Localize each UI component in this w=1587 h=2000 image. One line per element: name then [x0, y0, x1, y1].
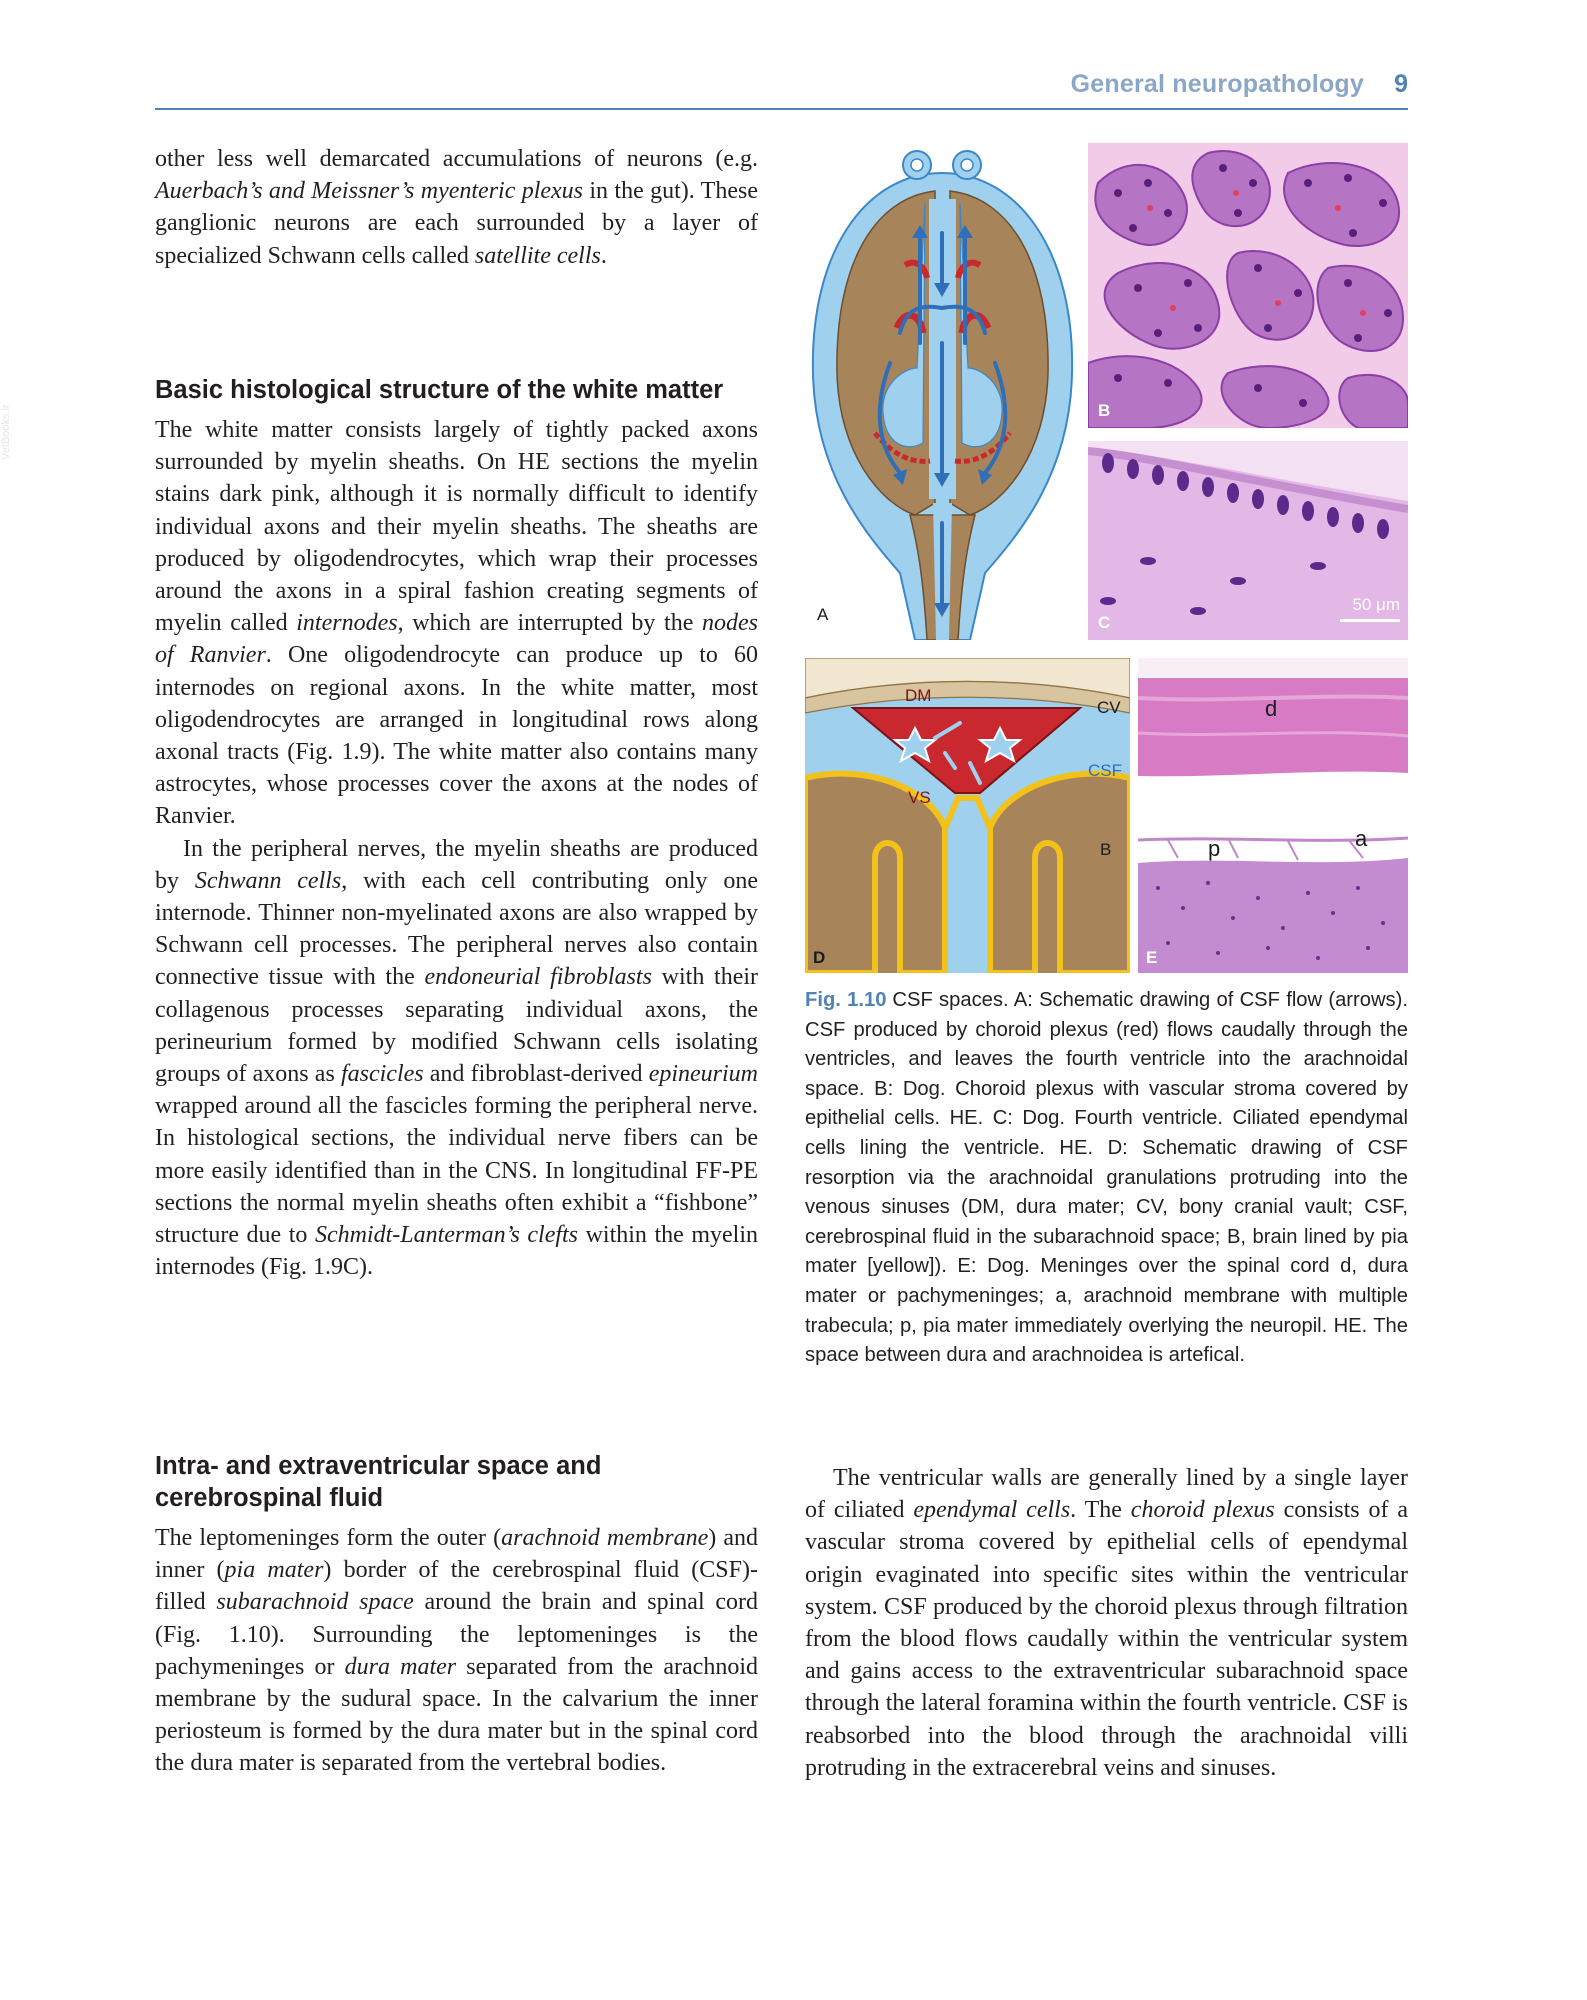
- running-title: General neuropathology: [1070, 70, 1364, 98]
- panel-e-spinal-meninges-histology: [1138, 658, 1408, 973]
- paragraph: other less well demarcated accumulations of neurons (e.g. Auerbach’s and Meissner’s myenteric plexus in the gut). These ganglionic neurons are each surrounded by a layer of specialized Schwann cells called satellite cells.: [155, 146, 758, 269]
- figure-1-10: [805, 143, 1408, 973]
- scale-bar: [1340, 619, 1400, 622]
- panel-label-e: E: [1146, 948, 1158, 967]
- label-csf: CSF: [1088, 761, 1122, 780]
- paragraph: The ventricular walls are generally lined by a single layer of ciliated ependymal cells. The choroid plexus consists of a vascular stroma covered by epithelial cells of ependymal origin evaginated into specific sites within the ventricular system. CSF produced by the choroid plexus through filtration from the blood flows caudally within the ventricular system and gains access to the extraventricular subarachnoid space through the lateral foramina within the fourth ventricle. CSF is reabsorbed into the blood through the arachnoidal villi protruding in the extracerebral veins and sinuses.: [805, 1465, 1409, 1781]
- label-dura: d: [1265, 696, 1278, 721]
- page-number: 9: [1394, 70, 1408, 98]
- section-white-matter: [155, 374, 758, 1283]
- running-header: [155, 68, 1408, 110]
- paragraph: The leptomeninges form the outer (arachnoid membrane) and inner (pia mater) border of the cerebrospinal fluid (CSF)-filled subarachnoid space around the brain and spinal cord (Fig. 1.10). Surrounding the leptomeninges is the pachymeninges or dura mater separated from the arachnoid membrane by the sudural space. In the calvarium the inner periosteum is formed by the dura mater but in the spinal cord the dura mater is separated from the vertebral bodies.: [155, 1525, 758, 1777]
- panel-d-csf-resorption-schematic: [805, 658, 1130, 973]
- section-heading: Basic histological structure of the white matter: [155, 376, 724, 404]
- right-column-text: [805, 1462, 1408, 1784]
- panel-label-b: B: [1098, 401, 1111, 420]
- paragraph: In the peripheral nerves, the myelin sheaths are produced by Schwann cells, with each cell contributing only one internode. Thinner non-myelinated axons are also wrapped by Schwann cell processes. The peripheral nerves also contain connective tissue with the endoneurial fibroblasts with their collagenous processes separating individual axons, the perineurium formed by modified Schwann cells isolating groups of axons as fascicles and fibroblast-derived epineurium wrapped around all the fascicles forming the peripheral nerve. In histological sections, the individual nerve fibers can be more easily identified than in the CNS. In longitudinal FF-PE sections the normal myelin sheaths often exhibit a “fishbone” structure due to Schmidt-Lanterman’s clefts within the myelin internodes (Fig. 1.9C).: [155, 835, 759, 1281]
- caption-text: CSF spaces. A: Schematic drawing of CSF flow (arrows). CSF produced by choroid plexus (red) flows caudally through the ventricles, and leaves the fourth ventricle into the arachnoidal space. B: Dog. Choroid plexus with vascular stroma covered by epithelial cells. HE. C: Dog. Fourth ventricle. Ciliated ependymal cells lining the ventricle. HE. D: Schematic drawing of CSF resorption via the arachnoidal granulations protruding into the venous sinuses (DM, dura mater; CV, bony cranial vault; CSF, cerebrospinal fluid in the subarachnoid space; B, brain lined by pia mater [yellow]). E: Dog. Meninges over the spinal cord d, dura mater or pachymeninges; a, arachnoid membrane with multiple trabecula; p, pia mater immediately overlying the neuropil. HE. The space between dura and arachnoidea is artefical.: [805, 989, 1408, 1367]
- header-rule: [155, 108, 1408, 110]
- paragraph: The white matter consists largely of tightly packed axons surrounded by myelin sheaths. On HE sections the myelin stains dark pink, although it is normally difficult to identify individual axons and their myelin sheaths. The sheaths are produced by oligodendrocytes, which wrap their processes around the axons in a spiral fashion creating segments of myelin called internodes, which are interrupted by the nodes of Ranvier. One oligodendrocyte can produce up to 60 internodes on regional axons. In the white matter, most oligodendrocytes are arranged in longitudinal rows along axonal tracts (Fig. 1.9). The white matter also contains many astrocytes, whose processes cover the axons at the nodes of Ranvier.: [155, 417, 759, 830]
- panel-label-a: A: [817, 605, 829, 624]
- label-dura-mater: DM: [905, 686, 932, 705]
- panel-label-c: C: [1098, 613, 1111, 632]
- section-heading: Intra- and extraventricular space and cerebrospinal fluid: [155, 1452, 602, 1512]
- panel-c-ependyma-histology: [1088, 441, 1408, 640]
- section-csf: [155, 1450, 758, 1780]
- label-pia: p: [1208, 836, 1221, 861]
- panel-a-csf-flow-schematic: [805, 143, 1080, 640]
- label-arachnoid: a: [1355, 826, 1368, 851]
- scale-bar-label: 50 μm: [1352, 595, 1400, 614]
- label-venous-sinus: VS: [908, 788, 931, 807]
- figure-caption: [805, 986, 1408, 1371]
- label-cranial-vault: CV: [1097, 698, 1121, 717]
- label-brain: B: [1100, 840, 1112, 859]
- figure-number: Fig. 1.10: [805, 989, 887, 1011]
- panel-label-d: D: [813, 948, 826, 967]
- panel-b-choroid-plexus-histology: [1088, 143, 1408, 428]
- left-column-continuation: [155, 143, 758, 272]
- watermark: VetBooks.ir: [0, 404, 12, 460]
